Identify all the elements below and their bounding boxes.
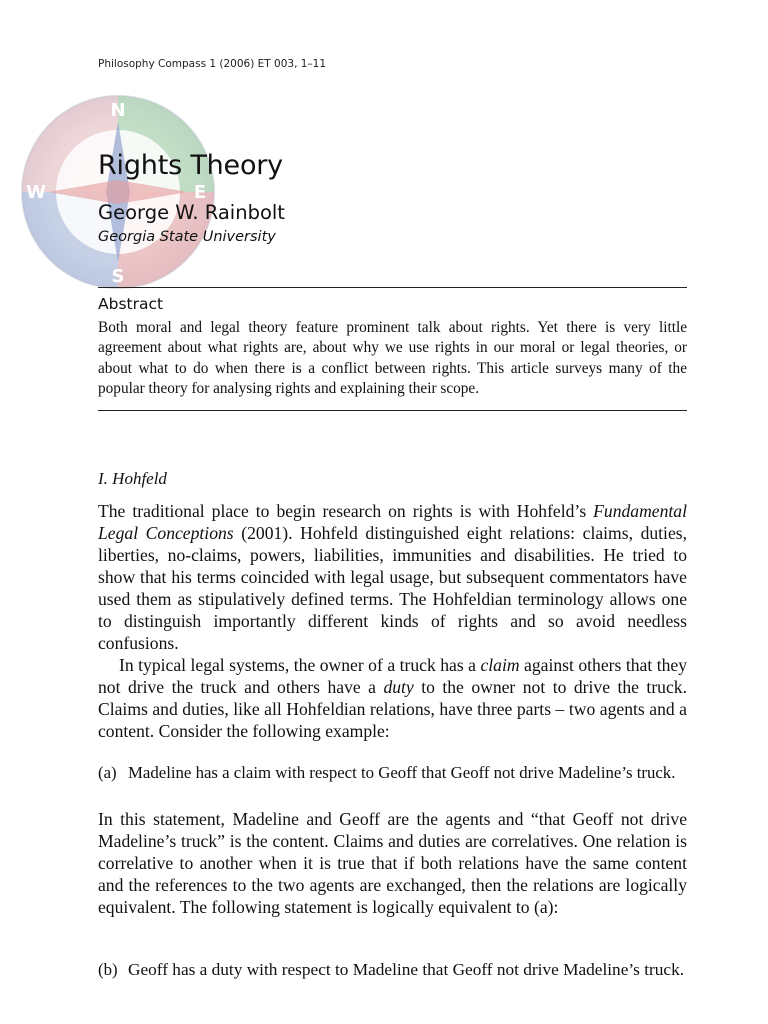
paragraph-2 (98, 654, 687, 742)
compass-rose-icon (18, 92, 218, 292)
book-title: Fundamental Legal Conceptions (98, 501, 687, 543)
abstract-heading: Abstract (98, 295, 164, 313)
abstract-text: Both moral and legal theory feature prominent talk about rights. Yet there is very little agreement about what rights are, about why we use rights in our moral or legal theories, or about what to do when there is a conflict between rights. This article surveys many of the popular theory for analysing rights and explaining their scope. (98, 319, 687, 397)
p2-part-a: In typical legal systems, the owner of a truck has a (119, 655, 481, 675)
paragraph-3: In this statement, Madeline and Geoff are the agents and “that Geoff not drive Madeline’s truck” is the content. Claims and duties are correlatives. One relation is correlative to another when it is true that if both relations have the same content and the references to the two agents are exchanged, then the relations are logically equivalent. The following statement is logically equivalent to (a): (98, 809, 687, 917)
p2-part-c: to the owner not to drive the truck. Claims and duties, like all Hohfeldian relations, have three parts – two agents and a content. Consider the following example: (98, 677, 687, 741)
article-title: Rights Theory (98, 150, 283, 181)
p2-part-b: against others that they not drive the truck and others have a (98, 655, 687, 697)
example-b-label: (b) (98, 960, 118, 979)
example-a-text: Madeline has a claim with respect to Geoff that Geoff not drive Madeline’s truck. (128, 763, 676, 782)
example-b-text: Geoff has a duty with respect to Madeline that Geoff not drive Madeline’s truck. (128, 960, 685, 979)
term-claim: claim (480, 655, 520, 675)
p1-intro: The traditional place to begin research on rights is with Hohfeld’s (98, 501, 594, 521)
journal-citation: Philosophy Compass 1 (2006) ET 003, 1–11 (98, 58, 327, 70)
section-heading: I. Hohfeld (98, 469, 167, 488)
term-duty: duty (383, 677, 414, 697)
author-affiliation: Georgia State University (98, 229, 276, 245)
compass-letter-n: N (110, 100, 126, 121)
abstract-bottom-rule (98, 410, 687, 411)
paragraph-1 (98, 500, 687, 654)
compass-letter-s: S (111, 266, 125, 287)
p1-rest: (2001). Hohfeld distinguished eight relations: claims, duties, liberties, no-claims, powers, liabilities, immunities and disabilities. He tried to show that his terms coincided with legal usage, but subsequent commentators have used them as stipulatively defined terms. The Hohfeldian terminology allows one to distinguish importantly different kinds of rights and so avoid needless confusions. (98, 523, 687, 653)
compass-letter-e: E (193, 182, 207, 203)
compass-letter-w: W (26, 182, 46, 203)
abstract-top-rule (98, 287, 687, 288)
author-name: George W. Rainbolt (98, 201, 285, 224)
example-a-label: (a) (98, 763, 117, 782)
